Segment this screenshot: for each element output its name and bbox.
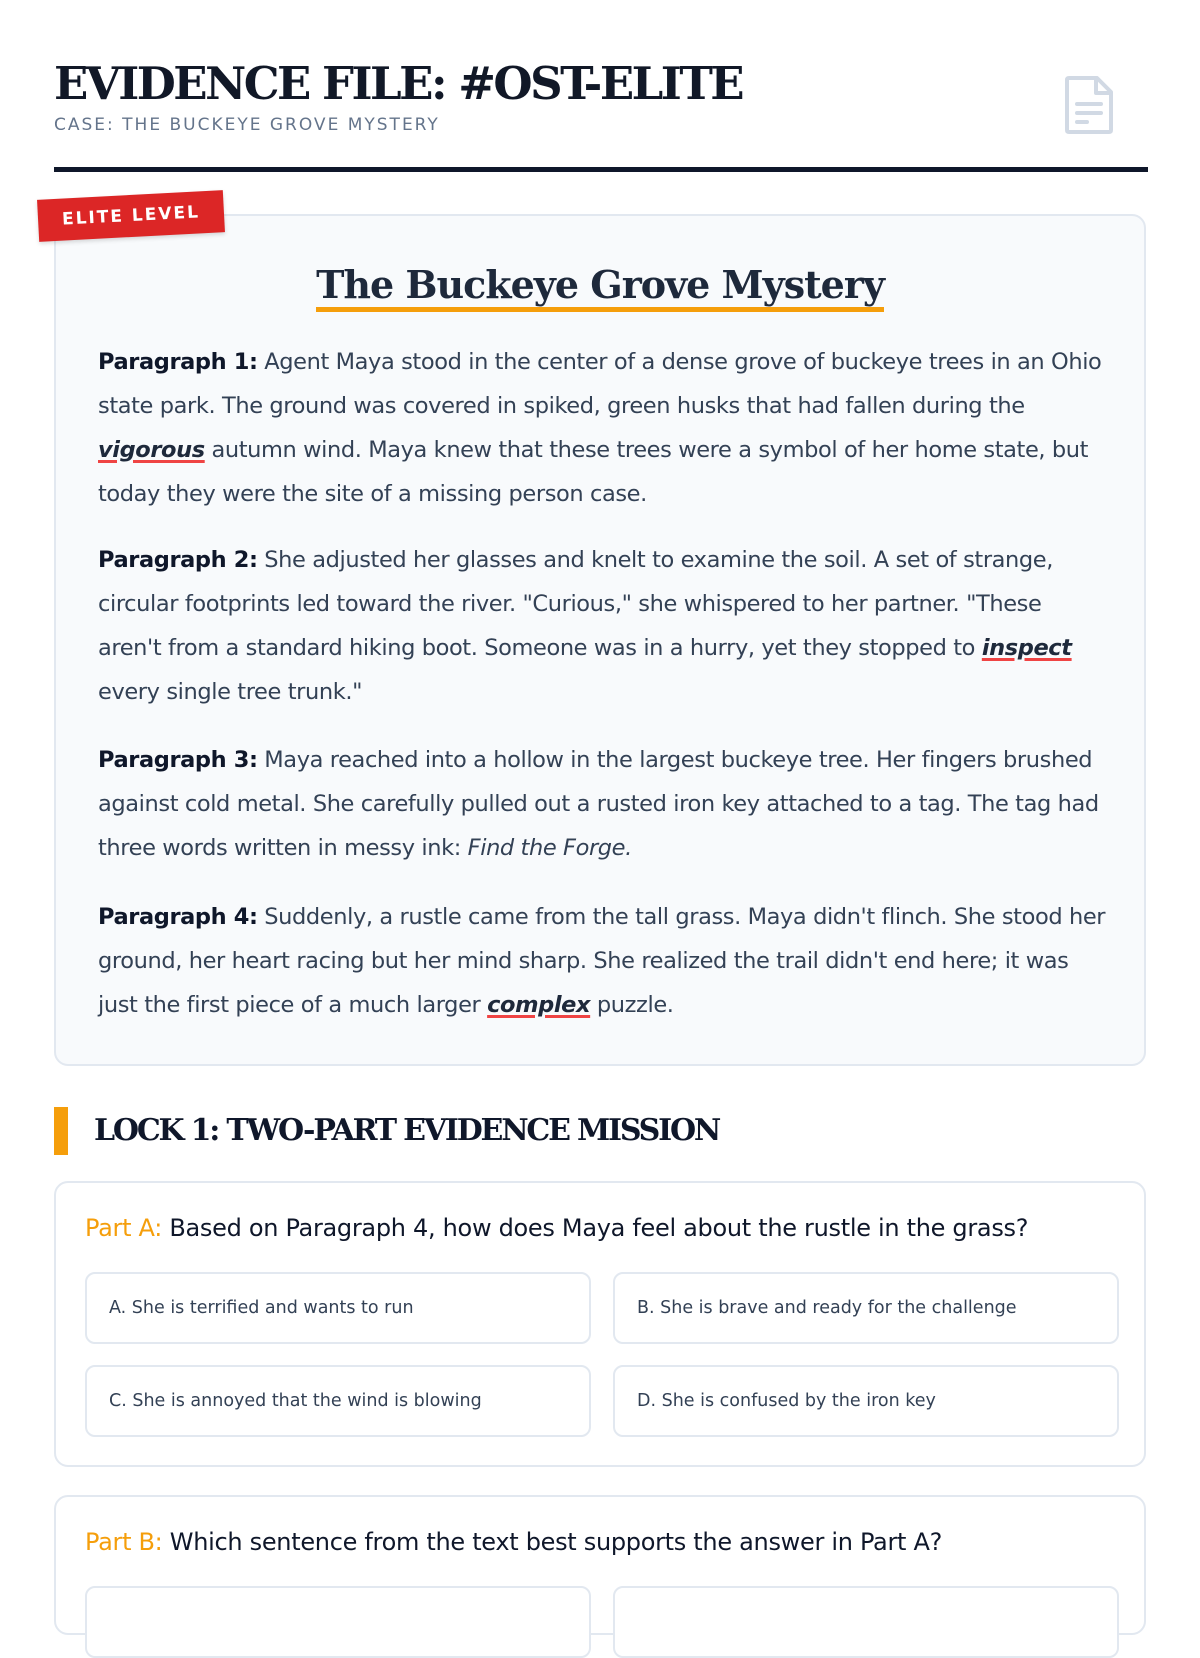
paragraph-4 <box>98 895 1108 1027</box>
header <box>54 58 1124 135</box>
paragraph-label: Paragraph 1: <box>98 349 258 375</box>
level-badge: ELITE LEVEL <box>37 190 225 242</box>
vocab-word[interactable]: vigorous <box>98 437 205 463</box>
case-subtitle: CASE: THE BUCKEYE GROVE MYSTERY <box>54 115 440 135</box>
question-card-part-b <box>54 1495 1146 1635</box>
paragraph-text: autumn wind. Maya knew that these trees were a symbol of her home state, but today they were the site of a missing person case. <box>98 437 1089 507</box>
answer-option-b[interactable]: B. She is brave and ready for the challenge <box>613 1272 1119 1344</box>
paragraph-label: Paragraph 4: <box>98 904 258 930</box>
paragraph-text: Agent Maya stood in the center of a dense grove of buckeye trees in an Ohio state park. The ground was covered in spiked, green husks that had fallen during the <box>98 349 1102 419</box>
paragraph-text: Maya reached into a hollow in the largest buckeye tree. Her fingers brushed against cold metal. She carefully pulled out a rusted iron key attached to a tag. The tag had three words written in messy ink: <box>98 747 1099 861</box>
question-card-part-a <box>54 1181 1146 1467</box>
vocab-word[interactable]: complex <box>487 992 591 1018</box>
tag-inscription: Find the Forge. <box>467 835 632 861</box>
paragraph-label: Paragraph 3: <box>98 747 258 773</box>
paragraph-2 <box>98 538 1108 714</box>
paragraph-text: every single tree trunk." <box>98 679 363 705</box>
story-card <box>54 214 1146 1066</box>
story-title-text: The Buckeye Grove Mystery <box>316 262 884 312</box>
page-title: EVIDENCE FILE: #OST-ELITE <box>54 57 743 110</box>
paragraph-text: She adjusted her glasses and knelt to examine the soil. A set of strange, circular footprints led toward the river. "Curious," she whispered to her partner. "These aren't from a standard hiking boot. Someone was in a hurry, yet they stopped to <box>98 547 1053 661</box>
document-icon <box>1063 74 1115 136</box>
question-text <box>85 1211 1028 1245</box>
answer-option-c[interactable]: C. She is annoyed that the wind is blowing <box>85 1365 591 1437</box>
section-accent-bar <box>54 1107 68 1155</box>
paragraph-3 <box>98 738 1108 870</box>
section-title: LOCK 1: TWO-PART EVIDENCE MISSION <box>94 1113 720 1148</box>
answer-option-d[interactable]: D. She is confused by the iron key <box>613 1365 1119 1437</box>
question-prompt: Which sentence from the text best supports the answer in Part A? <box>162 1528 943 1556</box>
question-prompt: Based on Paragraph 4, how does Maya feel about the rustle in the grass? <box>162 1214 1029 1242</box>
answer-option-a[interactable]: A. She is terrified and wants to run <box>85 1272 591 1344</box>
vocab-word[interactable]: inspect <box>981 635 1072 661</box>
question-text <box>85 1525 942 1559</box>
answer-option[interactable] <box>613 1586 1119 1658</box>
paragraph-label: Paragraph 2: <box>98 547 258 573</box>
paragraph-text: puzzle. <box>590 992 674 1018</box>
question-label: Part A: <box>85 1214 162 1242</box>
header-divider <box>54 167 1148 172</box>
question-label: Part B: <box>85 1528 163 1556</box>
answer-option[interactable] <box>85 1586 591 1658</box>
paragraph-1 <box>98 340 1108 516</box>
story-title <box>56 262 1144 308</box>
paragraph-text: Suddenly, a rustle came from the tall grass. Maya didn't flinch. She stood her ground, her heart racing but her mind sharp. She realized the trail didn't end here; it was just the first piece of a much larger <box>98 904 1106 1018</box>
